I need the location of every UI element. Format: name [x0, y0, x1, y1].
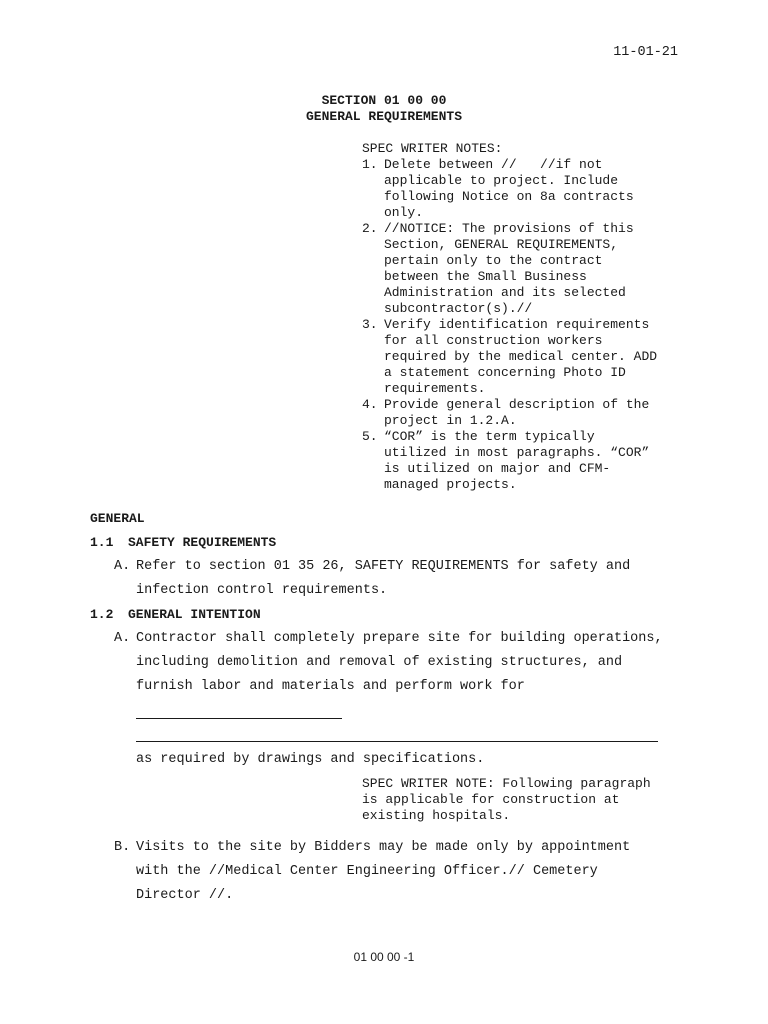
article-title: SAFETY REQUIREMENTS	[128, 535, 277, 550]
paragraph-letter: A.	[114, 631, 131, 646]
spec-note-item	[362, 157, 722, 221]
article-number: 1.2	[90, 607, 114, 622]
article-heading-1-1	[90, 535, 276, 551]
spec-notes-list	[362, 157, 722, 493]
spec-note-number: 1.	[362, 157, 378, 172]
paragraph-line: infection control requirements.	[136, 583, 388, 598]
section-number: SECTION 01 00 00	[321, 93, 447, 108]
spec-note-text: “COR” is the term typically utilized in most paragraphs. “COR” is utilized on major and CFM- managed projects.	[384, 429, 650, 492]
spec-note-item	[362, 221, 722, 317]
paragraph-line: Contractor shall completely prepare site for building operations,	[136, 631, 663, 646]
paragraph-line: Refer to section 01 35 26, SAFETY REQUIREMENTS for safety and	[136, 559, 631, 574]
paragraph-1-1-a	[114, 555, 674, 603]
article-heading-1-2	[90, 607, 261, 623]
spec-note-number: 2.	[362, 221, 378, 236]
spec-note-text: Delete between // //if not applicable to project. Include following Notice on 8a contracts only.	[384, 157, 634, 220]
spec-note-number: 5.	[362, 429, 378, 444]
paragraph-line: Director //.	[136, 888, 234, 903]
article-number: 1.1	[90, 535, 114, 550]
spec-note-text: Provide general description of the project in 1.2.A.	[384, 397, 650, 428]
paragraph-1-2-a	[114, 627, 694, 699]
document-date: 11-01-21	[613, 45, 678, 60]
spec-note-text: //NOTICE: The provisions of this Section, GENERAL REQUIREMENTS, pertain only to the contract between the Small Business Administration and its selected subcontractor(s).//	[384, 221, 634, 316]
spec-writer-note: SPEC WRITER NOTE: Following paragraph is applicable for construction at existing hospitals.	[362, 776, 651, 823]
spec-note-number: 3.	[362, 317, 378, 332]
part-heading-general: GENERAL	[90, 511, 145, 526]
paragraph-letter: B.	[114, 840, 131, 855]
fill-in-blank-long	[136, 741, 658, 742]
article-title: GENERAL INTENTION	[128, 607, 261, 622]
paragraph-line: including demolition and removal of existing structures, and	[136, 655, 623, 670]
section-title: GENERAL REQUIREMENTS	[305, 109, 463, 124]
spec-writer-notes	[362, 141, 722, 493]
paragraph-line: with the //Medical Center Engineering Officer.// Cemetery	[136, 864, 598, 879]
spec-note-item	[362, 397, 722, 429]
spec-note-item	[362, 429, 722, 493]
paragraph-1-2-b	[114, 836, 694, 908]
paragraph-line: Visits to the site by Bidders may be made only by appointment	[136, 840, 631, 855]
spec-notes-heading: SPEC WRITER NOTES:	[362, 141, 503, 156]
paragraph-line: as required by drawings and specifications.	[136, 752, 485, 767]
spec-note-item	[362, 317, 722, 397]
spec-note-number: 4.	[362, 397, 378, 412]
paragraph-letter: A.	[114, 559, 131, 574]
spec-note-text: Verify identification requirements for all construction workers required by the medical center. ADD a statement concerning Photo ID requirements.	[384, 317, 658, 396]
paragraph-line: furnish labor and materials and perform work for	[136, 679, 525, 694]
page-footer: 01 00 00 -1	[353, 950, 415, 964]
fill-in-blank-short	[136, 718, 342, 719]
